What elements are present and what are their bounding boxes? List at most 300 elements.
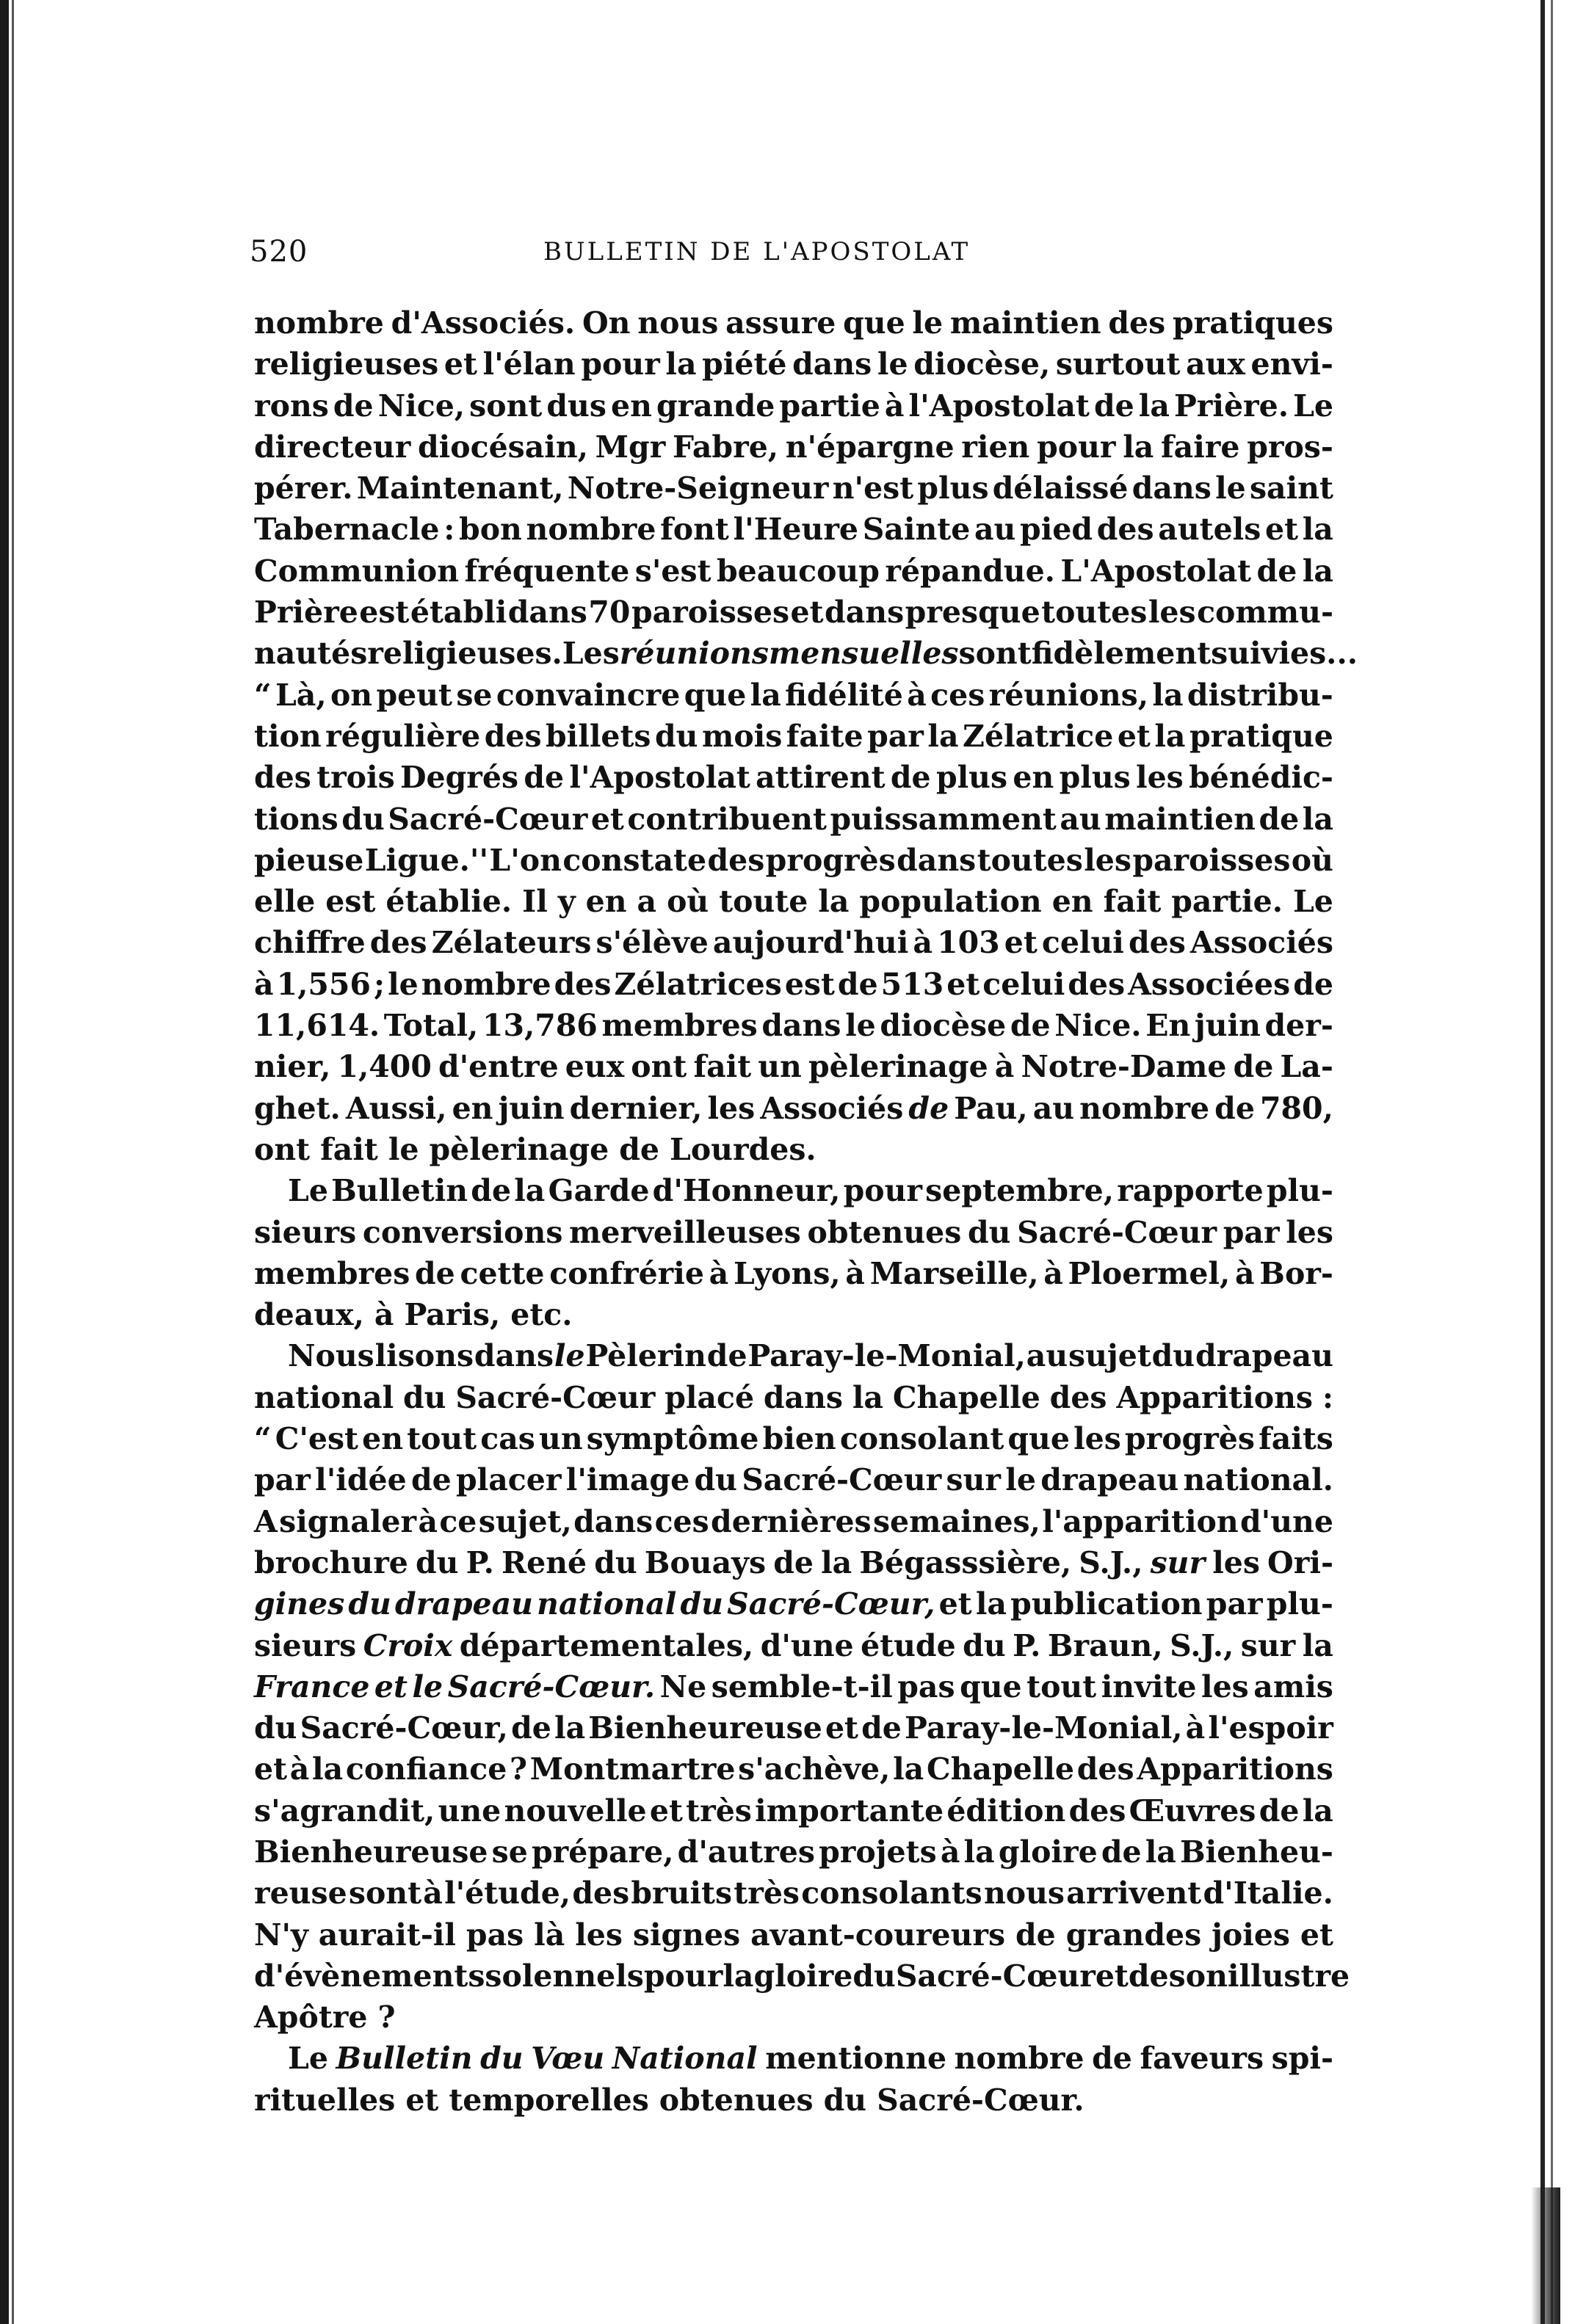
word: Zélatrice [963, 718, 1114, 754]
italic-word: Bulletin [336, 2041, 473, 2077]
word: sujet, [478, 1503, 572, 1539]
word: la [818, 884, 850, 920]
word: Nous [288, 1338, 374, 1374]
word: joies [1212, 1917, 1291, 1953]
word: partie [779, 388, 880, 424]
word: fidèlement [1031, 636, 1212, 672]
word: n'épargne [785, 429, 955, 465]
word: départementales, [459, 1627, 754, 1663]
text-line [254, 1088, 1333, 1129]
word: L'Apostolat [1060, 553, 1252, 589]
word: de [1256, 553, 1297, 589]
word: Marseille, [869, 1255, 1039, 1291]
word: national. [1183, 1462, 1333, 1498]
word: publication [1010, 1586, 1203, 1622]
word: paroisses [1132, 842, 1291, 878]
word: 1,400 [337, 1049, 432, 1085]
word: plu- [1266, 1586, 1333, 1622]
word: très [686, 1793, 752, 1829]
word: S.J., [1170, 1627, 1234, 1663]
text-line [254, 1170, 1333, 1211]
word: gloire [998, 1834, 1098, 1870]
text-line [254, 1418, 1333, 1459]
word: Bouays [644, 1544, 767, 1580]
word: de [1259, 1793, 1300, 1829]
word: pratiques [1172, 305, 1333, 341]
word: rituelles [254, 2082, 396, 2118]
word: nouvelle [504, 1793, 647, 1829]
word: du [1151, 1338, 1195, 1374]
word: dans [897, 842, 977, 878]
word: pratique [1189, 718, 1333, 754]
word: consolants [801, 1875, 982, 1911]
word: pour [643, 1958, 723, 1994]
scan-binding-edge-left [0, 0, 9, 2324]
word: et [1117, 718, 1151, 754]
word: Bégasssière, [859, 1544, 1072, 1580]
word: 70 [588, 595, 631, 631]
word: la [514, 1173, 546, 1209]
word: d'Associés. [391, 305, 576, 341]
italic-word: le [554, 1338, 585, 1374]
word: Associées [1128, 966, 1291, 1002]
word: de [1233, 1049, 1274, 1085]
word: ont [631, 1049, 687, 1085]
word: par [1223, 1214, 1280, 1250]
word: la [1302, 1627, 1333, 1663]
word: ; [373, 966, 385, 1002]
word: Les [562, 636, 620, 672]
text-line [254, 426, 1333, 468]
word: Prière. [1173, 388, 1289, 424]
word: à [1235, 1255, 1255, 1291]
word: dernières [711, 1503, 872, 1539]
word: Ori- [1267, 1544, 1333, 1580]
word: cette [460, 1255, 545, 1291]
text-line [254, 1583, 1333, 1624]
word: Œuvres [1129, 1793, 1256, 1829]
word: faire [1161, 429, 1240, 465]
word: deaux, [254, 1297, 364, 1333]
word: nautés [254, 636, 368, 672]
word: nombre [954, 2041, 1085, 2077]
word: Sainte [862, 512, 971, 548]
word: la [1302, 1793, 1333, 1829]
word: semaines, [872, 1503, 1040, 1539]
word: à [913, 925, 933, 961]
word: à [1043, 1255, 1063, 1291]
word: nombre [1079, 1090, 1210, 1126]
word: de [619, 1131, 659, 1167]
word: toutes [977, 842, 1083, 878]
word: convaincre [496, 677, 681, 713]
word: des [1108, 305, 1166, 341]
text-line [254, 1294, 1333, 1335]
word: la [821, 1544, 852, 1580]
word: et [1004, 925, 1038, 961]
text-line [254, 1914, 1333, 1956]
word: sur [946, 1462, 1002, 1498]
word: édition [946, 1793, 1066, 1829]
word: tions [254, 801, 338, 837]
word: Le [288, 1173, 328, 1209]
word: pour [581, 346, 660, 382]
word: que [960, 1668, 1022, 1704]
word: juin [1194, 1008, 1261, 1044]
word: et [590, 801, 624, 837]
word: du [654, 718, 698, 754]
word: faits [1259, 1421, 1333, 1457]
word: La- [1280, 1049, 1333, 1085]
word: des [369, 925, 427, 961]
word: pas [897, 1668, 955, 1704]
word: la [1302, 553, 1333, 589]
text-line [254, 1873, 1333, 1914]
word: importante [755, 1793, 944, 1829]
word: progrès [765, 842, 896, 878]
text-line [254, 468, 1333, 509]
word: diocèse [880, 1008, 1007, 1044]
word: plus [917, 471, 989, 506]
italic-word: du [348, 1586, 391, 1622]
word: pèlerinage [808, 1049, 988, 1085]
word: on [330, 677, 373, 713]
word: du [254, 1710, 297, 1746]
word: Total, [383, 1008, 479, 1044]
text-line [254, 509, 1333, 550]
word: de [1128, 1958, 1169, 1994]
italic-word: Vœu [531, 2041, 605, 2077]
word: de [1259, 801, 1300, 837]
word: la [723, 1958, 754, 1994]
word: établi [410, 595, 507, 631]
word: du [967, 1214, 1011, 1250]
text-line [254, 1666, 1333, 1707]
word: Apôtre [254, 2000, 368, 2036]
word: et [1300, 1917, 1333, 1953]
italic-word: du [480, 2041, 524, 2077]
text-line [254, 1129, 1333, 1170]
word: de [415, 1255, 455, 1291]
word: Paray-le-Monial, [747, 1338, 1026, 1374]
word: Nice. [1054, 1008, 1142, 1044]
word: celui [1041, 925, 1124, 961]
text-line [254, 675, 1333, 716]
word: la [1138, 388, 1170, 424]
text-line [254, 1335, 1333, 1376]
word: suivies... [1211, 636, 1358, 672]
word: attirent [756, 760, 886, 796]
word: à [289, 1751, 310, 1787]
word: : [443, 512, 455, 548]
word: Bienheu- [1180, 1834, 1333, 1870]
word: Chapelle [892, 1379, 1040, 1415]
word: membres [601, 1008, 758, 1044]
word: d'autres [677, 1834, 815, 1870]
word: distribu- [1187, 677, 1333, 713]
word: signaler [279, 1503, 417, 1539]
word: fait [1103, 884, 1162, 920]
word: délaissé [992, 471, 1129, 506]
word: le [388, 966, 419, 1002]
word: d'une [1240, 1503, 1333, 1539]
word: répandue. [885, 553, 1055, 589]
word: 11,614. [254, 1008, 380, 1044]
word: Sacré-Cœur, [300, 1710, 508, 1746]
word: l'image [565, 1462, 690, 1498]
word: la [975, 1586, 1007, 1622]
word: Lyons, [733, 1255, 841, 1291]
word: n'est [832, 471, 914, 506]
word: Nice, [377, 388, 466, 424]
word: le [1005, 1462, 1036, 1498]
word: toute [719, 884, 808, 920]
text-line [254, 633, 1358, 674]
word: Paray-le-Monial, [905, 1710, 1183, 1746]
word: progrès [1124, 1421, 1255, 1457]
word: grande [656, 388, 775, 424]
word: P. [466, 1544, 494, 1580]
word: le [388, 1131, 419, 1167]
word: cas [480, 1421, 535, 1457]
word: les [575, 1917, 623, 1953]
word: Sacré-Cœur [455, 1379, 656, 1415]
word: nombre [254, 305, 384, 341]
word: Fabre, [673, 429, 779, 465]
word: la [1302, 801, 1333, 837]
word: Associés [1190, 925, 1333, 961]
word: la [963, 1834, 995, 1870]
word: 1,556 [276, 966, 371, 1002]
word: aujourd'hui [712, 925, 909, 961]
word: ont [254, 1131, 311, 1167]
word: tout [407, 1421, 477, 1457]
word: pas [466, 1917, 524, 1953]
italic-word: du [680, 1586, 723, 1622]
word: les [1201, 1668, 1249, 1704]
word: de [471, 1173, 512, 1209]
word: par [254, 1462, 311, 1498]
word: la [665, 346, 697, 382]
word: l'élan [482, 346, 576, 382]
word: des [1076, 1751, 1134, 1787]
scan-binding-line-left [12, 0, 14, 2324]
word: Maintenant, [356, 471, 564, 506]
word: Zélatrices [614, 966, 782, 1002]
word: sont [348, 1875, 422, 1911]
word: pied [1020, 512, 1093, 548]
word: s'élève [595, 925, 709, 961]
word: un [539, 1421, 583, 1457]
word: nous [637, 305, 719, 341]
word: le [877, 346, 908, 382]
word: sujet [1068, 1338, 1151, 1374]
word: aurait-il [318, 1917, 456, 1953]
word: réunions, [988, 677, 1149, 713]
text-line [254, 1377, 1333, 1418]
word: du [403, 1379, 446, 1415]
word: où [1291, 842, 1333, 878]
word: à [994, 1049, 1015, 1085]
word: membres [254, 1255, 410, 1291]
word: les [1136, 760, 1184, 796]
word: dus [546, 388, 606, 424]
word: nier, [254, 1049, 331, 1085]
word: Paris, [404, 1297, 501, 1333]
italic-word: réunions [619, 636, 769, 672]
word: bien [762, 1421, 836, 1457]
word: der- [1264, 1008, 1333, 1044]
word: l'apparition [1042, 1503, 1239, 1539]
word: ces [654, 1503, 709, 1539]
word: le [912, 305, 944, 341]
word: illustre [1227, 1958, 1350, 1994]
word: la [893, 1751, 924, 1787]
word: 513 [880, 966, 944, 1002]
text-line [254, 716, 1333, 757]
word: de [1214, 1090, 1255, 1126]
word: au [1026, 1338, 1068, 1374]
word: pros- [1247, 429, 1333, 465]
italic-word: Sacré-Cœur, [727, 1586, 935, 1622]
word: là [534, 1917, 565, 1953]
word: la [312, 1751, 344, 1787]
word: fait [320, 1131, 378, 1167]
word: projets [819, 1834, 937, 1870]
word: Apparitions [1116, 1379, 1313, 1415]
word: les [1286, 1214, 1333, 1250]
word: l'espoir [1208, 1710, 1333, 1746]
word: plus [1059, 760, 1131, 796]
word: la [1154, 718, 1186, 754]
word: les [707, 1090, 756, 1126]
word: Le [1292, 884, 1333, 920]
word: à [1185, 1710, 1206, 1746]
word: et [443, 346, 477, 382]
word: chiffre [254, 925, 366, 961]
word: dans [792, 346, 872, 382]
word: 780, [1260, 1090, 1333, 1126]
word: sur [1240, 1627, 1296, 1663]
text-line [254, 1459, 1333, 1500]
word: Ne [659, 1668, 707, 1704]
word: est [784, 966, 835, 1002]
word: tion [254, 718, 322, 754]
text-line [254, 757, 1333, 798]
word: et [405, 2082, 439, 2118]
word: symptôme [586, 1421, 759, 1457]
word: conversions [362, 1214, 563, 1250]
italic-word: National [612, 2041, 758, 2077]
word: y [557, 884, 576, 920]
word: au [1060, 801, 1101, 837]
word: “ [254, 677, 272, 713]
word: confrérie [549, 1255, 704, 1291]
text-line [254, 344, 1333, 385]
word: et [938, 1586, 972, 1622]
word: Bulletin [331, 1173, 468, 1209]
word: de [524, 760, 565, 796]
text-line [254, 1542, 1333, 1583]
word: à [254, 966, 274, 1002]
word: au [1032, 1090, 1075, 1126]
word: sont [958, 636, 1032, 672]
text-line [254, 881, 1333, 922]
word: Là, [275, 677, 327, 713]
word: la [852, 1379, 883, 1415]
word: Ploermel, [1068, 1255, 1231, 1291]
word: René [501, 1544, 587, 1580]
text-line [254, 551, 1333, 592]
word: 103 [937, 925, 1000, 961]
word: en [585, 884, 627, 920]
word: rapporte [1117, 1173, 1264, 1209]
word: 13,786 [482, 1008, 598, 1044]
running-title: BULLETIN DE L'APOSTOLAT [543, 237, 971, 266]
word: Aussi, [345, 1090, 447, 1126]
word: des [707, 842, 765, 878]
word: à [423, 1875, 443, 1911]
text-line [254, 385, 1333, 426]
word: Mgr [595, 429, 666, 465]
italic-word: France [254, 1668, 370, 1704]
text-line [254, 1501, 1333, 1542]
word: avant-coureurs [750, 1917, 1006, 1953]
word: régulière [325, 718, 481, 754]
word: Le [1293, 388, 1333, 424]
word: s'agrandit, [254, 1793, 435, 1829]
word: un [758, 1049, 802, 1085]
word: mentionne [765, 2041, 947, 2077]
word: la [750, 677, 781, 713]
word: N'y [254, 1917, 308, 1953]
word: le [1215, 471, 1246, 506]
word: religieuses [254, 346, 439, 382]
text-line [254, 1956, 1350, 1997]
word: drapeau [1195, 1338, 1333, 1374]
word: plu- [1266, 1173, 1333, 1209]
word: et [825, 1710, 858, 1746]
word: directeur [254, 429, 411, 465]
word: la [1152, 677, 1184, 713]
word: au [974, 512, 1016, 548]
word: Montmartre [529, 1751, 736, 1787]
word: obtenues [807, 1214, 962, 1250]
word: que [843, 305, 905, 341]
word: du [341, 801, 385, 837]
text-line [254, 840, 1333, 881]
word: d'Italie. [1203, 1875, 1333, 1911]
word: des [1096, 512, 1154, 548]
word: : [1322, 1379, 1333, 1415]
word: des [1068, 966, 1126, 1002]
word: Garde [548, 1173, 650, 1209]
word: pèlerinage [429, 1131, 609, 1167]
word: en [1051, 884, 1093, 920]
word: juin [498, 1090, 565, 1126]
word: que [684, 677, 747, 713]
word: la [927, 718, 959, 754]
word: national [254, 1379, 394, 1415]
word: Bienheureuse [254, 1834, 488, 1870]
word: arrivent [1066, 1875, 1202, 1911]
word: peut [376, 677, 452, 713]
word: de [1092, 2041, 1132, 2077]
text-line [254, 1790, 1333, 1831]
word: beaucoup [716, 553, 880, 589]
word: dans [825, 595, 905, 631]
word: pour [843, 1173, 922, 1209]
